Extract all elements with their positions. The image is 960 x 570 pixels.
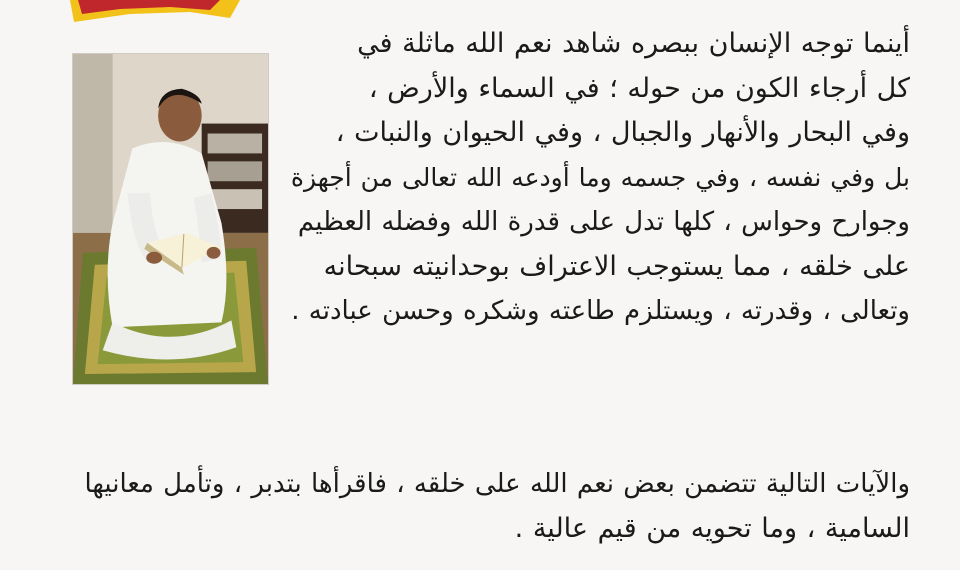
paragraph-line: والآيات التالية تتضمن بعض نعم الله على خلقه ، فاقرأها بتدبر ، وتأمل معانيها <box>84 469 910 499</box>
corner-ornament <box>70 0 240 24</box>
boy-reading-quran-photo <box>72 53 269 385</box>
paragraph-line: بل وفي نفسه ، وفي جسمه وما أودعه الله تعالى من أجهزة <box>290 162 910 192</box>
paragraph-line: على خلقه ، مما يستوجب الاعتراف بوحدانيته سبحانه <box>323 250 910 282</box>
paragraph-line: أينما توجه الإنسان ببصره شاهد نعم الله ماثلة في <box>357 28 910 59</box>
paragraph-line: وفي البحار والأنهار والجبال ، وفي الحيوان والنبات ، <box>335 117 910 148</box>
closing-paragraph <box>72 462 910 551</box>
intro-paragraph <box>290 22 910 334</box>
paragraph-line: كل أرجاء الكون من حوله ؛ في السماء والأرض ، <box>368 72 910 104</box>
paragraph-line: وجوارح وحواس ، كلها تدل على قدرة الله وفضله العظيم <box>297 207 910 237</box>
paragraph-line: وتعالى ، وقدرته ، ويستلزم طاعته وشكره وحسن عبادته . <box>291 296 910 326</box>
paragraph-line: السامية ، وما تحويه من قيم عالية . <box>514 512 910 544</box>
